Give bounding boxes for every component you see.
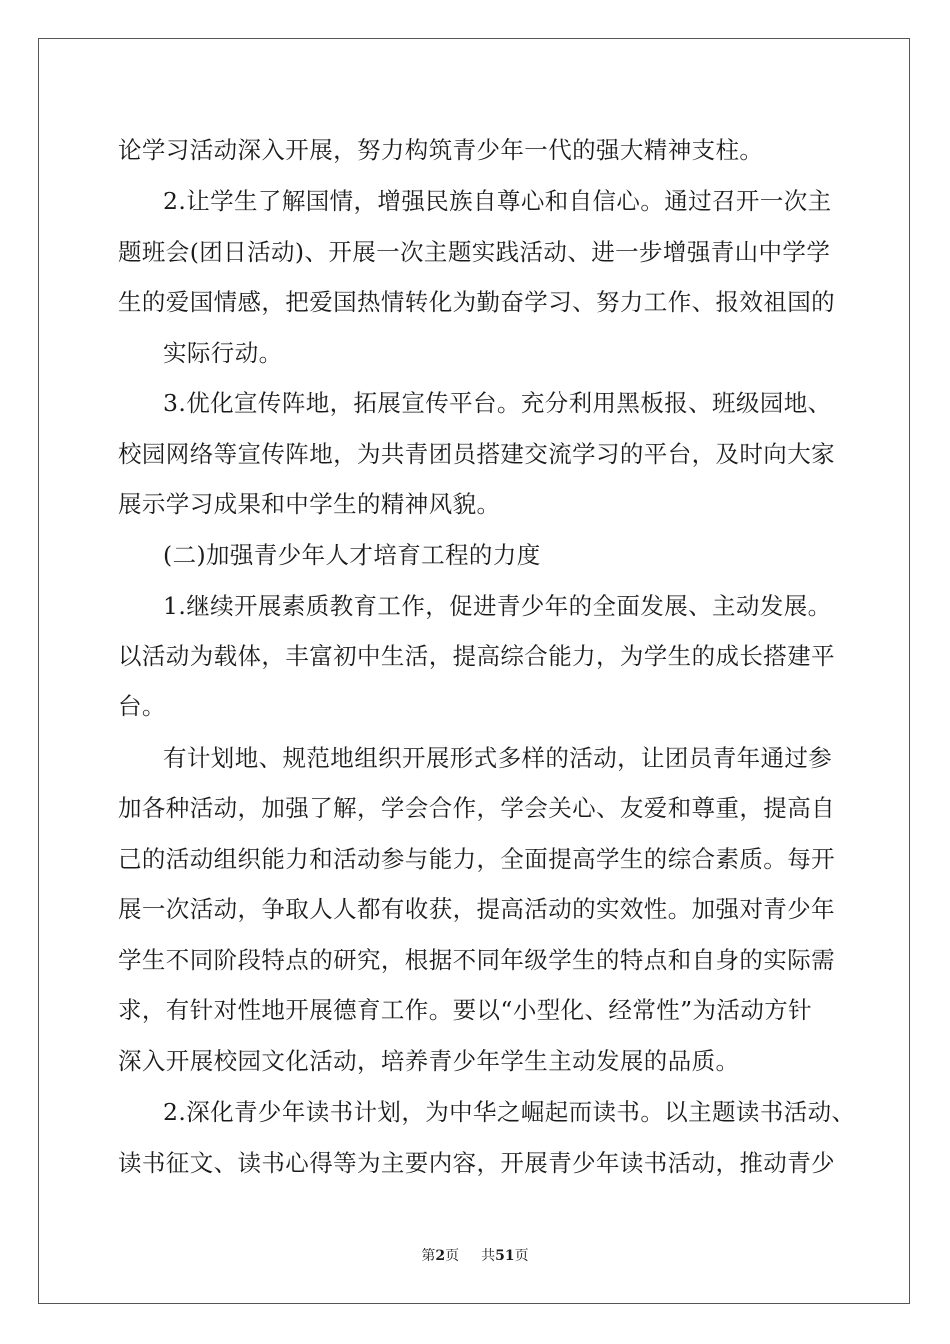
text-line: 2.深化青少年读书计划，为中华之崛起而读书。以主题读书活动、 (163, 1098, 856, 1126)
text-line: 求，有针对性地开展德育工作。要以“小型化、经常性”为活动方针 (118, 996, 813, 1024)
page-prefix: 第 (421, 1248, 436, 1264)
text-line: 校园网络等宣传阵地，为共青团员搭建交流学习的平台，及时向大家 (118, 440, 835, 468)
text-line: 展一次活动，争取人人都有收获，提高活动的实效性。加强对青少年 (118, 895, 835, 923)
text-line: 1.继续开展素质教育工作，促进青少年的全面发展、主动发展。 (163, 592, 832, 620)
text-line: 题班会(团日活动)、开展一次主题实践活动、进一步增强青山中学学 (118, 238, 831, 266)
text-line: 生的爱国情感，把爱国热情转化为勤奋学习、努力工作、报效祖国的 (118, 288, 835, 316)
text-line: 加各种活动，加强了解，学会合作，学会关心、友爱和尊重，提高自 (118, 794, 835, 822)
text-line: 论学习活动深入开展，努力构筑青少年一代的强大精神支柱。 (118, 136, 764, 164)
text-line: 读书征文、读书心得等为主要内容，开展青少年读书活动，推动青少 (118, 1149, 835, 1177)
text-line: 展示学习成果和中学生的精神风貌。 (118, 490, 501, 518)
page-footer (0, 1246, 950, 1266)
text-line: 2.让学生了解国情，增强民族自尊心和自信心。通过召开一次主 (163, 187, 832, 215)
text-line: 己的活动组织能力和活动参与能力，全面提高学生的综合素质。每开 (118, 845, 835, 873)
total-suffix: 页 (514, 1248, 529, 1264)
total-prefix: 共 (481, 1248, 496, 1264)
total-pages: 51 (495, 1248, 515, 1264)
page-suffix: 页 (445, 1248, 460, 1264)
text-line: 3.优化宣传阵地，拓展宣传平台。充分利用黑板报、班级园地、 (163, 389, 832, 417)
text-line: 有计划地、规范地组织开展形式多样的活动，让团员青年通过参 (163, 744, 833, 772)
text-line: 台。 (118, 692, 166, 720)
page-number: 2 (435, 1248, 446, 1264)
text-line: 实际行动。 (163, 339, 283, 367)
text-line: 深入开展校园文化活动，培养青少年学生主动发展的品质。 (118, 1047, 740, 1075)
text-line: 以活动为载体，丰富初中生活，提高综合能力，为学生的成长搭建平 (118, 642, 835, 670)
section-heading: (二)加强青少年人才培育工程的力度 (163, 541, 541, 569)
text-line: 学生不同阶段特点的研究，根据不同年级学生的特点和自身的实际需 (118, 946, 835, 974)
